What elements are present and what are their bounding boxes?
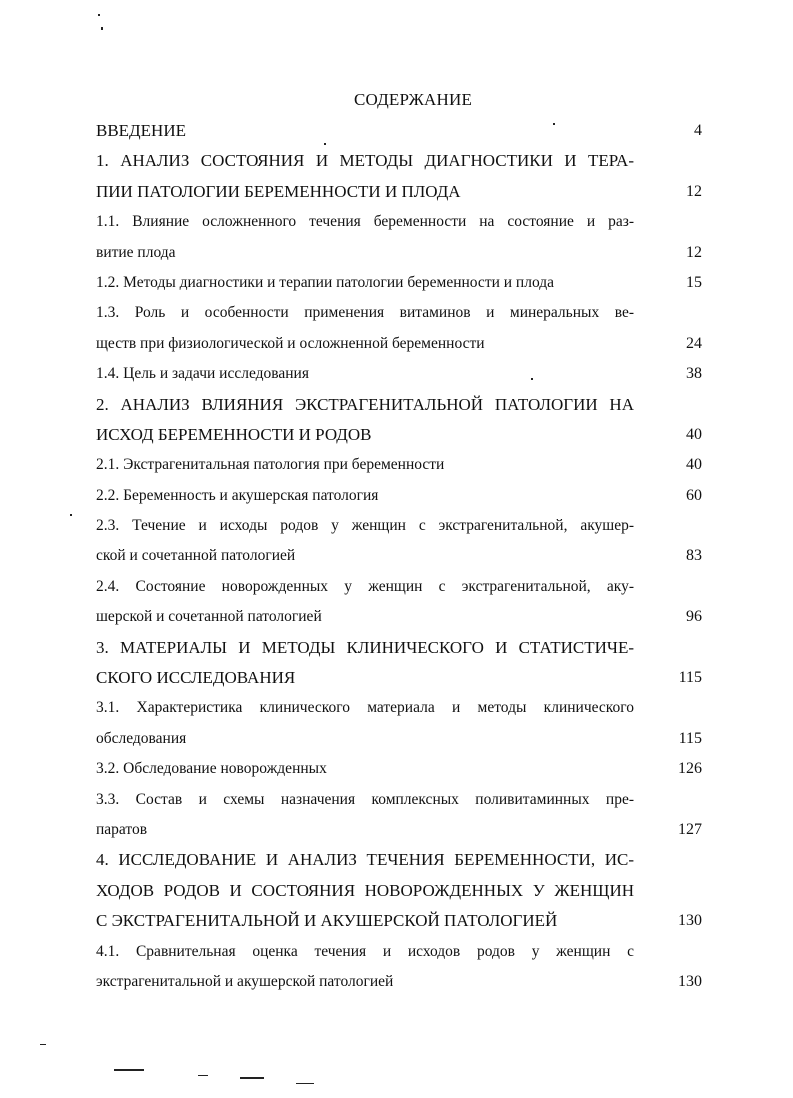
toc-entry-text — [96, 845, 634, 936]
toc-entry — [96, 268, 702, 298]
toc-page-number: 83 — [686, 547, 702, 565]
scan-artifact — [553, 123, 555, 125]
toc-entry-text — [96, 146, 634, 207]
page-title: СОДЕРЖАНИЕ — [353, 90, 473, 109]
toc-page-number: 60 — [686, 486, 702, 504]
scan-artifact — [531, 378, 533, 380]
toc-entry-line: витие плода — [96, 243, 176, 261]
toc-entry — [96, 390, 702, 451]
toc-entry — [96, 359, 702, 389]
toc-entry — [96, 633, 702, 694]
toc-entry-line: 3.2. Обследование новорожденных — [96, 760, 327, 778]
toc-entry-text — [96, 207, 634, 268]
scan-artifact — [296, 1083, 314, 1084]
toc-entry — [96, 511, 702, 572]
toc-entry-line: 2. АНАЛИЗ ВЛИЯНИЯ ЭКСТРАГЕНИТАЛЬНОЙ ПАТОЛОГИИ НА — [96, 394, 634, 414]
toc-entry — [96, 937, 702, 998]
toc-entry — [96, 207, 702, 268]
scan-artifact — [101, 27, 103, 30]
toc-entry-line: экстрагенитальной и акушерской патологией — [96, 972, 394, 990]
toc-entry-line: 3. МАТЕРИАЛЫ И МЕТОДЫ КЛИНИЧЕСКОГО И СТАТИСТИЧЕ- — [96, 637, 634, 657]
toc-entry-line: 1. АНАЛИЗ СОСТОЯНИЯ И МЕТОДЫ ДИАГНОСТИКИ И ТЕРА- — [96, 151, 634, 171]
toc-entry-line: ществ при физиологической и осложненной беременности — [96, 334, 485, 352]
toc-page-number: 12 — [686, 243, 702, 261]
scan-artifact — [98, 14, 100, 16]
toc-entry-text — [96, 390, 634, 451]
toc-page-number: 126 — [678, 760, 702, 778]
toc-entry-line: 1.2. Методы диагностики и терапии патологии беременности и плода — [96, 273, 555, 291]
toc-entry-text — [96, 268, 634, 298]
toc-entry-text — [96, 116, 634, 146]
toc-entry-line: шерской и сочетанной патологией — [96, 608, 322, 626]
toc-entry-text — [96, 754, 634, 784]
toc-entry-line: С ЭКСТРАГЕНИТАЛЬНОЙ И АКУШЕРСКОЙ ПАТОЛОГИЕЙ — [96, 911, 558, 931]
toc-entry-line: 1.3. Роль и особенности применения витаминов и минеральных ве- — [96, 304, 634, 322]
toc-entry — [96, 450, 702, 480]
table-of-contents — [96, 116, 702, 997]
toc-entry-text — [96, 481, 634, 511]
toc-entry-text — [96, 633, 634, 694]
toc-entry-line: 1.4. Цель и задачи исследования — [96, 365, 309, 383]
toc-entry — [96, 572, 702, 633]
toc-entry-line: 2.2. Беременность и акушерская патология — [96, 486, 379, 504]
toc-entry-text — [96, 359, 634, 389]
toc-page-number: 15 — [686, 273, 702, 291]
toc-entry-text — [96, 937, 634, 998]
toc-entry-line: паратов — [96, 820, 148, 838]
toc-entry-line: ХОДОВ РОДОВ И СОСТОЯНИЯ НОВОРОЖДЕННЫХ У ЖЕНЩИН — [96, 880, 634, 900]
toc-entry — [96, 693, 702, 754]
toc-page-number: 38 — [686, 365, 702, 383]
toc-entry-line: 4.1. Сравнительная оценка течения и исходов родов у женщин с — [96, 942, 634, 960]
toc-page-number: 24 — [686, 334, 702, 352]
toc-entry — [96, 481, 702, 511]
toc-entry-line: 2.4. Состояние новорожденных у женщин с экстрагенитальной, аку- — [96, 577, 634, 595]
toc-entry-line: 3.3. Состав и схемы назначения комплексных поливитаминных пре- — [96, 790, 634, 808]
toc-entry — [96, 845, 702, 936]
toc-page-number: 115 — [678, 729, 702, 747]
toc-page-number: 130 — [678, 912, 702, 930]
scan-artifact — [70, 514, 72, 516]
toc-entry-line: СКОГО ИССЛЕДОВАНИЯ — [96, 668, 296, 688]
toc-entry-line: 2.1. Экстрагенитальная патология при беременности — [96, 456, 445, 474]
toc-page-number: 4 — [694, 122, 702, 139]
toc-entry-line: обследования — [96, 729, 187, 747]
scan-artifact — [240, 1077, 264, 1079]
toc-page-number: 40 — [686, 456, 702, 474]
toc-entry — [96, 754, 702, 784]
toc-entry-text — [96, 450, 634, 480]
toc-entry-line: 4. ИССЛЕДОВАНИЕ И АНАЛИЗ ТЕЧЕНИЯ БЕРЕМЕННОСТИ, ИС- — [96, 850, 634, 870]
toc-entry-text — [96, 298, 634, 359]
toc-entry — [96, 785, 702, 846]
toc-page-number: 130 — [678, 972, 702, 990]
toc-entry-text — [96, 785, 634, 846]
toc-page-number: 40 — [686, 425, 702, 443]
toc-entry — [96, 116, 702, 146]
scan-artifact — [198, 1075, 208, 1076]
scan-artifact — [114, 1069, 144, 1071]
toc-entry-line: ПИИ ПАТОЛОГИИ БЕРЕМЕННОСТИ И ПЛОДА — [96, 181, 461, 201]
toc-page-number: 127 — [678, 820, 702, 838]
toc-entry-line: ВВЕДЕНИЕ — [96, 121, 186, 140]
toc-entry-line: 1.1. Влияние осложненного течения беременности на состояние и раз- — [96, 213, 634, 231]
toc-entry — [96, 298, 702, 359]
toc-entry-line: 3.1. Характеристика клинического материала и методы клинического — [96, 699, 634, 717]
toc-entry-text — [96, 572, 634, 633]
toc-entry-text — [96, 693, 634, 754]
toc-entry-line: 2.3. Течение и исходы родов у женщин с экстрагенитальной, акушер- — [96, 517, 634, 535]
toc-entry-line: ИСХОД БЕРЕМЕННОСТИ И РОДОВ — [96, 424, 372, 444]
toc-page-number: 115 — [678, 669, 702, 687]
scan-artifact — [324, 143, 326, 145]
toc-entry-line: ской и сочетанной патологией — [96, 547, 296, 565]
scan-artifact — [40, 1044, 46, 1045]
toc-entry-text — [96, 511, 634, 572]
toc-page-number: 12 — [686, 182, 702, 200]
toc-page-number: 96 — [686, 608, 702, 626]
toc-entry — [96, 146, 702, 207]
